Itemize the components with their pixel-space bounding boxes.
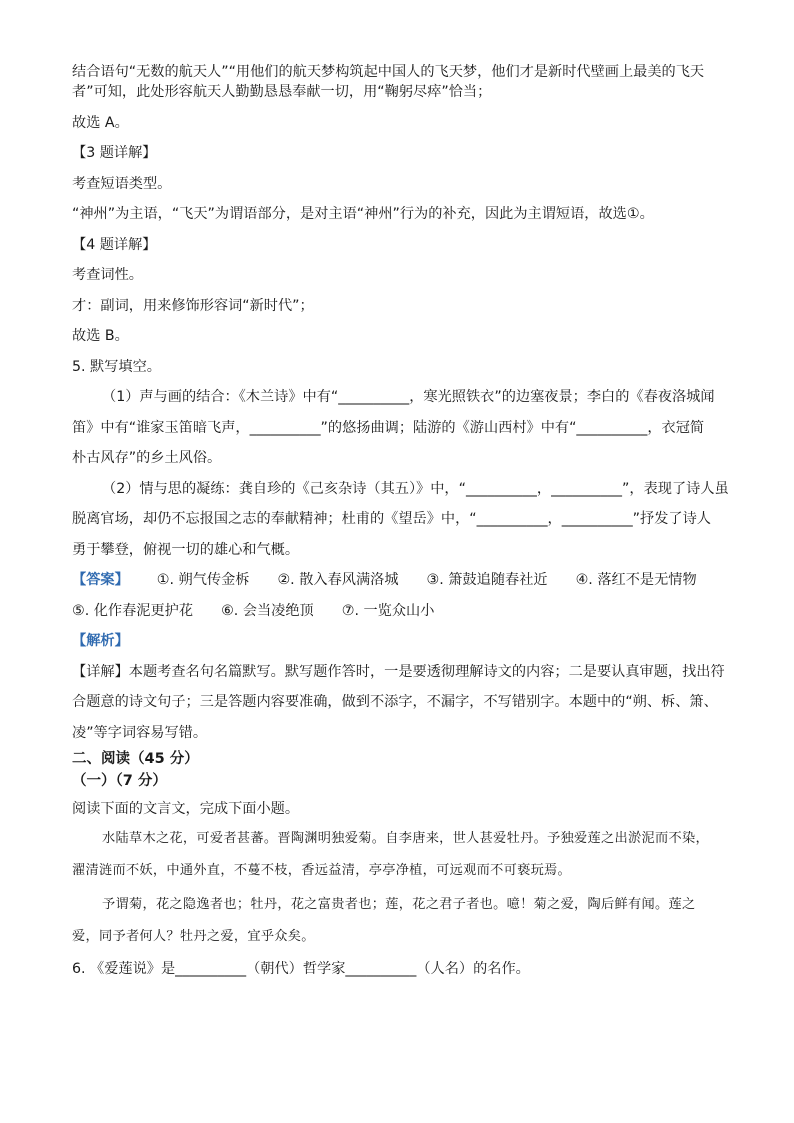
analysis-line: 凌”等字词容易写错。 — [72, 724, 208, 741]
text-line: 故选 A。 — [72, 114, 129, 131]
text-line: 故选 B。 — [72, 328, 129, 344]
answer-row — [72, 570, 732, 590]
question-title: 5. 默写填空。 — [72, 358, 161, 375]
question-line: （1）声与画的结合：《木兰诗》中有“__________，寒光照铁衣”的边塞夜景；李白的《春夜洛城闻 — [102, 389, 715, 405]
document-page — [72, 62, 732, 979]
answer-item: ⑤. 化作春泥更护花 — [72, 602, 194, 619]
section-heading: 【4 题详解】 — [72, 236, 157, 253]
text-line: 考查短语类型。 — [72, 175, 172, 192]
analysis-label: 【解析】 — [72, 633, 129, 649]
text-line: 考查词性。 — [72, 267, 143, 283]
answer-item: ③. 箫鼓追随春社近 — [426, 572, 548, 588]
classical-text-line: 爱，同予者何人？牡丹之爱，宜乎众矣。 — [72, 929, 315, 944]
answer-item: ⑦. 一览众山小 — [341, 602, 435, 619]
question-line: 脱离官场，却仍不忘报国之志的奉献精神；杜甫的《望岳》中，“__________，__________”抒发了诗人 — [72, 511, 711, 527]
subsection-title: （一）（7 分） — [72, 772, 167, 789]
answer-item: ⑥. 会当凌绝顶 — [221, 602, 314, 619]
classical-text-line: 水陆草木之花，可爱者甚蕃。晋陶渊明独爱菊。自李唐来，世人甚爱牡丹。予独爱莲之出淤泥而不染， — [102, 831, 709, 846]
answer-item: ④. 落红不是无情物 — [575, 572, 697, 588]
text-line: “神州”为主语，“飞天”为谓语部分，是对主语“神州”行为的补充，因此为主谓短语，故选①。 — [72, 206, 654, 222]
answer-item: ①. 朔气传金柝 — [156, 572, 250, 588]
question-line: 勇于攀登，俯视一切的雄心和气概。 — [72, 541, 300, 558]
analysis-line: 【详解】本题考查名句名篇默写。默写题作答时，一是要透彻理解诗文的内容；二是要认真审题，找出符 — [72, 663, 725, 680]
question-line: （2）情与思的凝练：龚自珍的《己亥杂诗（其五）》中，“__________，__________”，表现了诗人虽 — [102, 480, 729, 497]
text-line: 才：副词，用来修饰形容词“新时代”； — [72, 297, 314, 314]
text-line: 结合语句“无数的航天人”“用他们的航天梦构筑起中国人的飞天梦，他们才是新时代壁画上最美的飞天 — [72, 64, 705, 80]
analysis-line: 合题意的诗文句子；三是答题内容要准确，做到不添字，不漏字，不写错别字。本题中的“朔、柝、箫、 — [72, 694, 718, 710]
classical-text-line: 予谓菊，花之隐逸者也；牡丹，花之富贵者也；莲，花之君子者也。噫！菊之爱，陶后鲜有闻。莲之 — [102, 897, 696, 912]
section-heading: 【3 题详解】 — [72, 145, 157, 161]
text-line: 者”可知，此处形容航天人勤勤恳恳奉献一切，用“鞠躬尽瘁”恰当； — [72, 84, 492, 100]
question-line: 笛》中有“谁家玉笛暗飞声，__________”的悠扬曲调；陆游的《游山西村》中有“__________，衣冠简 — [72, 419, 705, 436]
answer-label: 【答案】 — [72, 572, 129, 588]
question-line: 朴古风存”的乡土风俗。 — [72, 450, 222, 466]
instruction-line: 阅读下面的文言文，完成下面小题。 — [72, 800, 300, 817]
answer-row — [72, 601, 732, 621]
question-line: 6. 《爱莲说》是__________（朝代）哲学家__________（人名）的名作。 — [72, 961, 530, 977]
section-title: 二、阅读（45 分） — [72, 750, 199, 767]
classical-text-line: 濯清涟而不妖，中通外直，不蔓不枝，香远益清，亭亭净植，可远观而不可亵玩焉。 — [72, 863, 572, 878]
answer-item: ②. 散入春风满洛城 — [277, 572, 399, 588]
